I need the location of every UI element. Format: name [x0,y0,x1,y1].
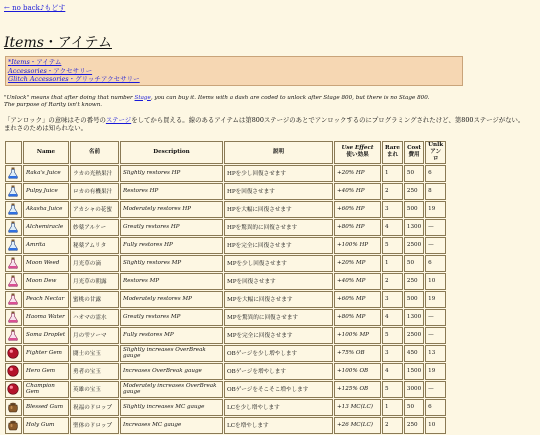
item-use-effect: +40% HP [334,183,381,200]
item-name: Alchemiracle [23,219,69,236]
pink-potion-icon [7,279,19,285]
item-unlock-stage: 8 [425,183,446,200]
back-link[interactable]: ← no back♪もどす [4,4,66,12]
item-explanation: HPを完全に回復させます [224,237,333,254]
item-description: Moderately restores MP [120,291,223,308]
header-cost-jp: 費用 [408,152,420,158]
item-name: Hero Gem [23,363,69,380]
items-table [4,140,447,435]
item-rarity: 1 [382,399,403,416]
header-unlock-jp: アンロ [430,148,442,162]
item-icon-cell [5,417,22,434]
table-row [5,165,446,182]
nav-link-glitch-en: Glitch Accessories [8,75,69,83]
item-description: Restores MP [120,273,223,290]
jp-note-pre: 「アンロック」の意味はその番号の [4,115,106,124]
red-gem-icon [7,351,19,357]
table-header-row [5,141,446,164]
header-unlock-en: Unlk [428,141,444,148]
item-description: Restores HP [120,183,223,200]
red-gem-icon [7,369,19,375]
item-use-effect: +60% HP [334,201,381,218]
item-jp-name: 妙薬アルケー [70,219,119,236]
item-description: Greatly restores HP [120,219,223,236]
item-jp-name: 闘士の宝玉 [70,345,119,362]
item-icon-cell [5,381,22,398]
item-rarity: 5 [382,327,403,344]
pink-potion-icon [7,261,19,267]
item-use-effect: +40% MP [334,273,381,290]
note-text-pre: "Unlock" means that after doing that number [4,94,135,101]
item-use-effect: +60% MP [334,291,381,308]
item-cost: 50 [404,255,424,272]
item-description: Fully restores HP [120,237,223,254]
table-row [5,219,446,236]
nav-link-accessories-jp: ・アクセサリー [46,66,93,75]
item-cost: 2500 [404,327,424,344]
header-cost [404,141,424,164]
table-row [5,273,446,290]
item-explanation: MPを驚異的に回復させます [224,309,333,326]
item-unlock-stage: — [425,327,446,344]
item-cost: 250 [404,183,424,200]
item-jp-name: 勇者の宝玉 [70,363,119,380]
item-cost: 500 [404,291,424,308]
item-unlock-stage: 6 [425,165,446,182]
item-unlock-stage: — [425,219,446,236]
item-jp-name: 月光草の滴 [70,255,119,272]
table-row [5,417,446,434]
nav-link-glitch-jp: ・グリッチアクセサリー [68,75,140,83]
item-icon-cell [5,183,22,200]
item-unlock-stage: 13 [425,345,446,362]
item-rarity: 1 [382,255,403,272]
item-name: Raka's Juice [23,165,69,182]
stage-link-jp[interactable]: ステージ [105,115,132,124]
item-use-effect: +125% OB [334,381,381,398]
item-use-effect: +80% HP [334,219,381,236]
item-cost: 450 [404,345,424,362]
item-unlock-stage: 6 [425,255,446,272]
header-icon [5,141,22,164]
item-name: Akasha Juice [23,201,69,218]
item-name: Soma Droplet [23,327,69,344]
table-row [5,291,446,308]
header-description: Description [120,141,223,164]
item-rarity: 4 [382,309,403,326]
item-cost: 50 [404,165,424,182]
item-use-effect: +80% MP [334,309,381,326]
item-jp-name: 祝福のドロップ [70,399,119,416]
item-cost: 1500 [404,363,424,380]
header-jp-name: 名前 [70,141,119,164]
nav-link-accessories[interactable] [8,67,92,75]
red-gem-icon [7,387,19,393]
item-icon-cell [5,345,22,362]
item-unlock-stage: 6 [425,399,446,416]
item-jp-name: ハオマの霊水 [70,309,119,326]
table-row [5,201,446,218]
item-jp-name: ロカの有機果汁 [70,183,119,200]
stage-link[interactable]: Stage [134,94,151,101]
item-use-effect: +20% MP [334,255,381,272]
item-cost: 1300 [404,219,424,236]
blue-potion-icon [7,243,19,249]
item-name: Holy Gum [23,417,69,434]
page-title [4,32,536,52]
item-rarity: 1 [382,165,403,182]
item-icon-cell [5,309,22,326]
blue-potion-icon [7,171,19,177]
item-rarity: 2 [382,417,403,434]
item-icon-cell [5,237,22,254]
jp-note-post: をしてから買える。線のあるアイテムは第800ステージのあとでアンロックするのにプログラミングされたけど、第800ステージがない。 [131,115,525,124]
item-name: Pulpy Juice [23,183,69,200]
rarity-note: The purpose of Rarity isn't known. [4,102,103,108]
item-rarity: 3 [382,201,403,218]
item-description: Increases OverBreak gauge [120,363,223,380]
item-explanation: HPを驚異的に回復させます [224,219,333,236]
page-title-jp: ・アイテム [43,35,112,51]
table-row [5,399,446,416]
item-description: Slightly restores MP [120,255,223,272]
item-description: Fully restores MP [120,327,223,344]
pink-potion-icon [7,333,19,339]
nav-item-items [8,58,460,67]
item-use-effect: +100% MP [334,327,381,344]
item-explanation: OBゲージをそこそこ増やします [224,381,333,398]
blue-potion-icon [7,189,19,195]
item-cost: 2500 [404,237,424,254]
item-rarity: 3 [382,291,403,308]
item-unlock-stage: 10 [425,273,446,290]
item-icon-cell [5,219,22,236]
item-name: Peach Nectar [23,291,69,308]
item-use-effect: +75% OB [334,345,381,362]
item-icon-cell [5,291,22,308]
item-explanation: MPを回復させます [224,273,333,290]
item-cost: 50 [404,399,424,416]
item-description: Slightly restores HP [120,165,223,182]
blue-potion-icon [7,207,19,213]
table-row [5,327,446,344]
item-icon-cell [5,201,22,218]
item-name: Fighter Gem [23,345,69,362]
item-unlock-stage: 19 [425,201,446,218]
item-cost: 1300 [404,309,424,326]
item-name: Haoma Water [23,309,69,326]
item-rarity: 5 [382,237,403,254]
item-name: Moon Weed [23,255,69,272]
item-name: Amrita [23,237,69,254]
note-text-post: , you can buy it. Items with a dash are coded to unlock after Stage 800, but there is no Stage 800. [150,94,430,101]
item-rarity: 4 [382,219,403,236]
item-unlock-stage: — [425,309,446,326]
item-use-effect: +13 MC(LC) [334,399,381,416]
nav-item-glitch-accessories [8,75,460,84]
table-row [5,237,446,254]
item-icon-cell [5,165,22,182]
item-jp-name: 月の雫ソーマ [70,327,119,344]
pink-potion-icon [7,297,19,303]
jp-rarity-note: まれさのためは知られない。 [4,124,88,132]
blue-potion-icon [7,225,19,231]
item-unlock-stage: 10 [425,417,446,434]
table-row [5,345,446,362]
item-description: Moderately increases OverBreak gauge [120,381,223,398]
item-use-effect: +100% OB [334,363,381,380]
table-row [5,255,446,272]
table-row [5,363,446,380]
category-nav [5,56,463,86]
header-name: Name [23,141,69,164]
item-explanation: OBゲージを少し増やします [224,345,333,362]
item-unlock-stage: 19 [425,291,446,308]
item-cost: 500 [404,201,424,218]
item-explanation: LCを少し増やします [224,399,333,416]
item-explanation: MPを大幅に回復させます [224,291,333,308]
item-rarity: 5 [382,381,403,398]
brown-pot-icon [7,423,19,429]
item-explanation: MPを少し回復させます [224,255,333,272]
item-jp-name: 英雄の宝玉 [70,381,119,398]
table-row [5,183,446,200]
item-unlock-stage: — [425,237,446,254]
item-use-effect: +100% HP [334,237,381,254]
page-title-en: Items [4,35,44,51]
item-icon-cell [5,255,22,272]
item-jp-name: 月光草の朝露 [70,273,119,290]
table-row [5,381,446,398]
item-icon-cell [5,327,22,344]
item-jp-name: アカシャの花蜜 [70,201,119,218]
unlock-note-en [4,95,536,110]
item-unlock-stage: — [425,381,446,398]
item-icon-cell [5,399,22,416]
header-cost-en: Cost [407,145,421,151]
header-rare-jp: まれ [386,152,399,158]
item-use-effect: +20% HP [334,165,381,182]
table-row [5,309,446,326]
item-rarity: 2 [382,183,403,200]
item-name: Moon Dew [23,273,69,290]
item-name: Blessed Gum [23,399,69,416]
nav-item-accessories [8,67,460,76]
header-explanation: 説明 [224,141,333,164]
item-explanation: HPを大幅に回復させます [224,201,333,218]
item-explanation: HPを少し回復させます [224,165,333,182]
item-rarity: 2 [382,273,403,290]
item-description: Increases MC gauge [120,417,223,434]
header-use-effect-jp: 使い効果 [346,152,369,158]
header-unlock [425,141,446,164]
item-explanation: LCを増やします [224,417,333,434]
item-icon-cell [5,273,22,290]
item-jp-name: 秘薬アムリタ [70,237,119,254]
item-jp-name: 蜜桃の甘露 [70,291,119,308]
header-use-effect [334,141,381,164]
item-jp-name: 聖体のドロップ [70,417,119,434]
header-rare [382,141,403,164]
pink-potion-icon [7,315,19,321]
item-rarity: 3 [382,345,403,362]
brown-pot-icon [7,405,19,411]
item-name: Champion Gem [23,381,69,398]
nav-link-glitch-accessories[interactable] [8,75,140,83]
header-use-effect-en: Use Effect [341,145,374,151]
item-jp-name: ラカの光熱果汁 [70,165,119,182]
nav-link-items-jp: ・アイテム [29,58,62,66]
item-description: Greatly restores MP [120,309,223,326]
nav-link-accessories-en: Accessories [8,66,47,75]
item-description: Slightly increases MC gauge [120,399,223,416]
item-explanation: OBゲージを増やします [224,363,333,380]
item-cost: 3000 [404,381,424,398]
nav-link-items[interactable]: *Items・アイテム [8,58,62,66]
header-rare-en: Rare [385,145,400,151]
item-cost: 250 [404,273,424,290]
nav-link-items-en: Items [11,58,30,66]
item-description: Slightly increases OverBreak gauge [120,345,223,362]
item-use-effect: +26 MC(LC) [334,417,381,434]
item-cost: 250 [404,417,424,434]
item-description: Moderately restores HP [120,201,223,218]
unlock-note-jp [4,116,536,133]
item-explanation: MPを完全に回復させます [224,327,333,344]
item-icon-cell [5,363,22,380]
item-rarity: 4 [382,363,403,380]
item-explanation: HPを回復させます [224,183,333,200]
item-unlock-stage: 19 [425,363,446,380]
